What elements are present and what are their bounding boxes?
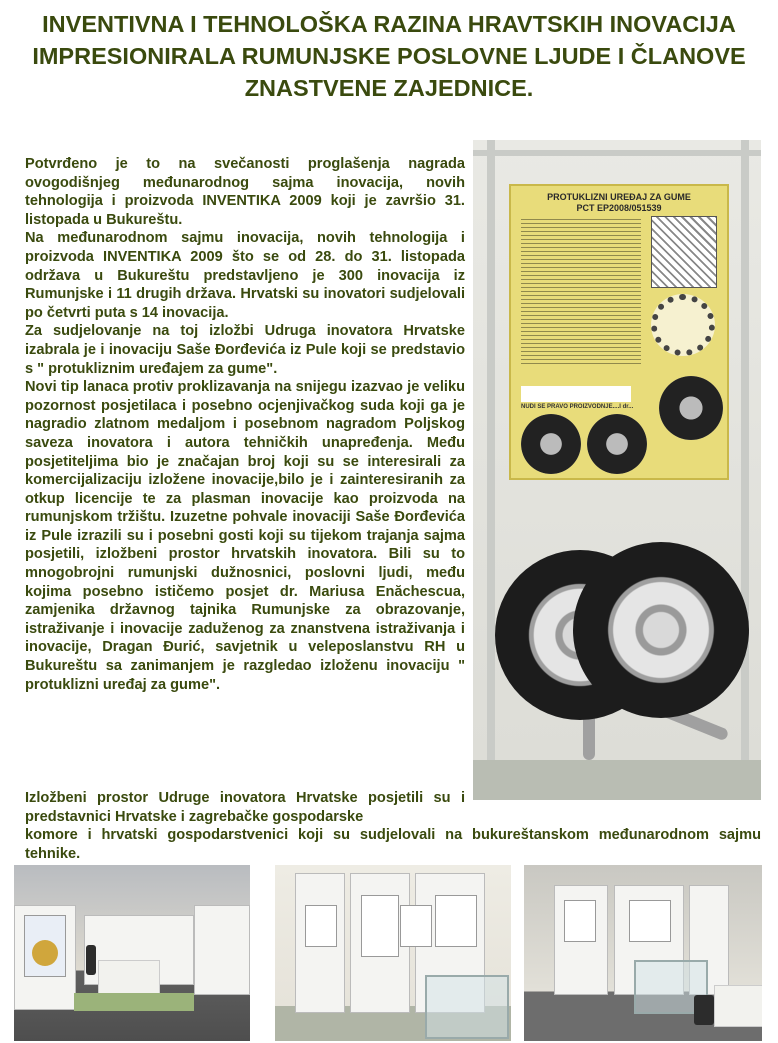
poster-title-text: PROTUKLIZNI UREĐAJ ZA GUME xyxy=(547,192,691,202)
paragraph: Novi tip lanaca protiv proklizavanja na snijegu izazvao je veliku pozornost posjetilaca i posebno ocjenjivačkog suda koji ga je nagradio zlatnom medaljom i posebnom nagradom Poljskog saveza inovatora i autora tehničkih unapređenja. Među posjetiteljima bio je značajan broj koji su se interesirali za komercijalizaciju izložene inovacije,bilo je i zainteresiranih za otkup licencije te za plasman inovacije kao proizvoda na rumunjskom tržištu. Izuzetne pohvale inovaciji Saše Đorđevića iz Pule izrazili su i posebni gosti koji su tijekom trajanja sajma posjetili, izložbeni prostor hrvatskih inovatora. Bili su to mnogobrojni rumunjski dužnosnici, poslovni ljudi, među kojima posebno ističemo posjet dr. Mariusa Enăchescua, zamjenika državnog tajnika Rumunjske za obrazovanje, istraživanje i inovacije zaduženog za znanstvena istraživanja i inovacije, Dragan Đurić, savjetnik u veleposlanstvu RH u Bukureštu sa zanimanjem je razgledao izloženu inovaciju " protuklizni uređaj za gume". xyxy=(25,379,465,693)
poster-tyre-photo xyxy=(521,414,581,474)
exhibition-photo-1 xyxy=(14,865,250,1041)
exhibition-photo-3 xyxy=(524,865,762,1041)
exhibit-panel xyxy=(194,905,250,995)
closing-paragraph xyxy=(25,789,761,863)
poster-title xyxy=(521,192,717,214)
chain-strip-illustration xyxy=(521,386,631,402)
poster-text-block xyxy=(521,216,641,366)
poster-footer: NUDI SE PRAVO PROIZVODNJE....I dr... xyxy=(521,404,634,410)
display-cabinet xyxy=(425,975,509,1039)
poster-tyre-photo xyxy=(659,376,723,440)
floor xyxy=(473,760,761,800)
stand-beam xyxy=(473,150,761,156)
invention-poster xyxy=(509,184,729,480)
carpet xyxy=(74,993,194,1011)
exhibit-poster xyxy=(435,895,477,947)
exhibit-table xyxy=(714,985,762,1027)
chain-illustration xyxy=(651,294,715,356)
article-body xyxy=(25,155,465,694)
paragraph: Potvrđeno je to na svečanosti proglašenja nagrada ovogodišnjeg međunarodnog sajma inovacija, novih tehnologija i proizvoda INVENTIKA 2009 koji je završio 31. listopada u Bukureštu. xyxy=(25,156,465,228)
poster-patent-number: PCT EP2008/051539 xyxy=(576,203,662,213)
exhibit-poster xyxy=(361,895,399,957)
stand-pole xyxy=(741,140,749,800)
exhibit-poster xyxy=(564,900,596,942)
stand-pole xyxy=(487,140,495,800)
tread-illustration xyxy=(651,216,717,288)
exhibition-stand-photo xyxy=(473,140,761,800)
visitor-figure xyxy=(86,945,96,975)
paragraph: Za sudjelovanje na toj izložbi Udruga inovatora Hrvatske izabrala je i inovaciju Saše Đorđevića iz Pule koji se predstavio s " protukliznim uređajem za gume". xyxy=(25,323,465,377)
chair xyxy=(694,995,714,1025)
exhibit-poster xyxy=(629,900,671,942)
article-headline: INVENTIVNA I TEHNOLOŠKA RAZINA HRAVTSKIH INOVACIJA IMPRESIONIRALA RUMUNJSKE POSLOVNE LJUDE I ČLANOVE ZNASTVENE ZAJEDNICE. xyxy=(32,11,746,101)
closing-line-rest: komore i hrvatski gospodarstvenici koji su sudjelovali na bukureštanskom međunarodnom sajmu tehnike. xyxy=(25,827,761,862)
medal-graphic xyxy=(32,940,58,966)
closing-line-start: Izložbeni prostor Udruge inovatora Hrvatske posjetili su i predstavnici Hrvatske i zagrebačke gospodarske xyxy=(25,790,465,825)
exhibit-poster xyxy=(305,905,337,947)
exhibit-poster xyxy=(400,905,432,947)
paragraph: Na međunarodnom sajmu inovacija, novih tehnologija i proizvoda INVENTIKA 2009 što se od 28. do 31. listopada održava u Bukureštu predstavljeno je 300 inovacija iz Rumunjske i 11 drugih država. Hrvatski su inovatori sudjelovali po četvrti puta s 14 inovacija. xyxy=(25,230,465,321)
poster-tyre-photo xyxy=(587,414,647,474)
tyre-with-chains xyxy=(573,542,749,718)
exhibition-photo-2 xyxy=(275,865,511,1041)
